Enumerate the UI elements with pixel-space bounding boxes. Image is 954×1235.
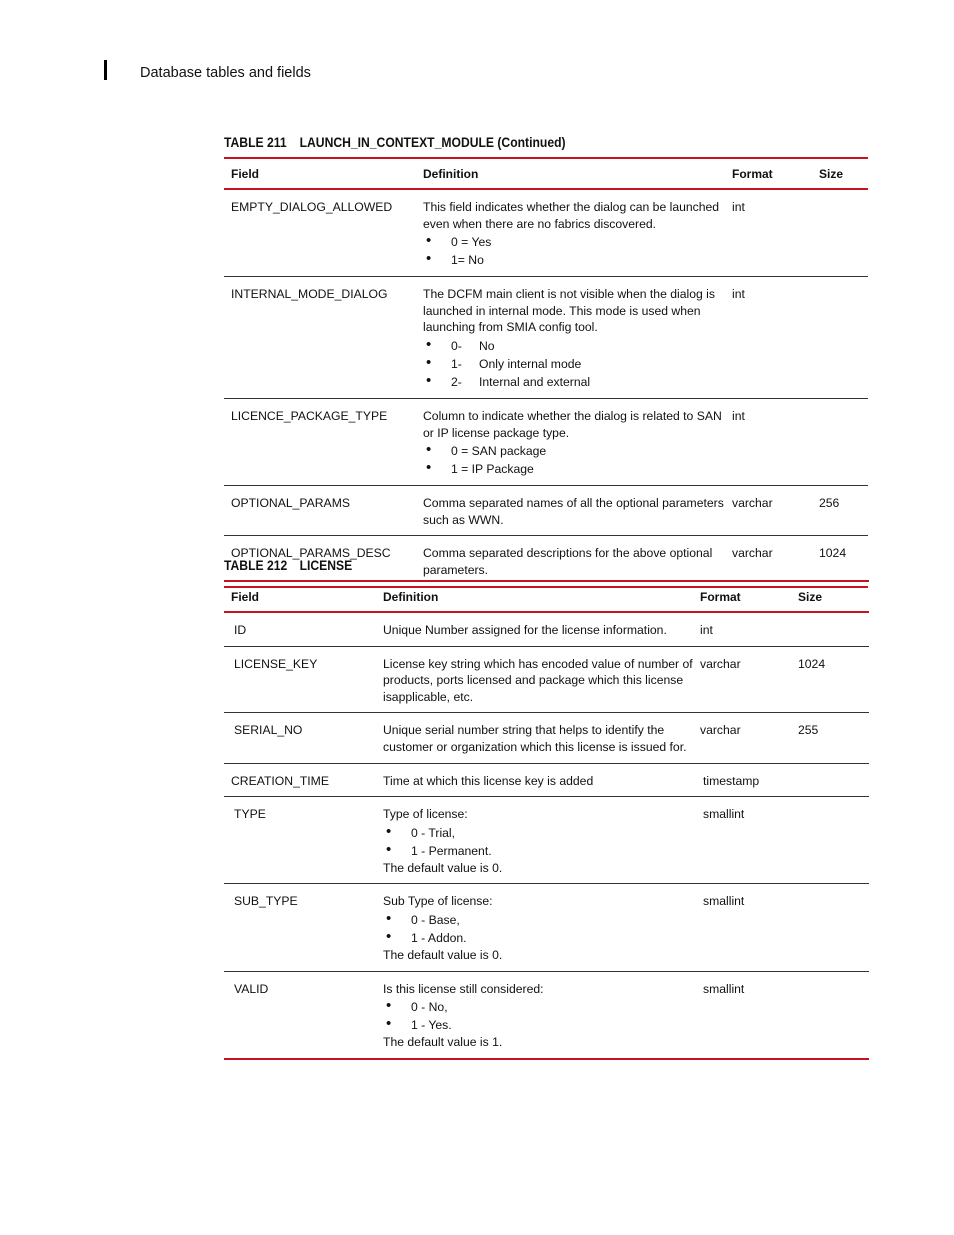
table-row (224, 612, 869, 646)
column-header-field: Field (231, 589, 260, 604)
bullet-key: 2- (451, 374, 462, 389)
size-cell: 1024 (819, 546, 847, 561)
field-cell: OPTIONAL_PARAMS_DESC (231, 546, 391, 561)
column-header-format: Format (732, 166, 773, 181)
size-cell (798, 971, 869, 1059)
table-row (224, 277, 868, 399)
format-cell: smallint (703, 894, 745, 909)
field-cell: LICENCE_PACKAGE_TYPE (231, 408, 388, 423)
table-row (224, 486, 868, 536)
table-row (224, 971, 869, 1059)
bullet-list (383, 824, 700, 860)
size-cell (819, 398, 868, 485)
definition-cell (423, 398, 732, 485)
bullet-text: 0 = Yes (451, 235, 492, 250)
field-cell: OPTIONAL_PARAMS (231, 496, 350, 511)
bullet-list (423, 233, 732, 269)
default-value-note: The default value is 0. (383, 860, 503, 875)
definition-cell (383, 713, 700, 763)
field-cell: INTERNAL_MODE_DIALOG (231, 287, 388, 302)
table-row (224, 398, 868, 485)
definition-text: Unique Number assigned for the license information. (383, 623, 667, 637)
format-cell: varchar (732, 546, 773, 561)
field-cell: TYPE (234, 807, 266, 822)
table-number: TABLE 212 (224, 558, 288, 573)
table-row (224, 797, 869, 884)
field-cell: ID (234, 623, 247, 637)
definition-cell (383, 971, 700, 1059)
definition-text: This field indicates whether the dialog can be launched even when there are no fabrics discovered. (423, 200, 720, 231)
format-cell: varchar (700, 656, 741, 671)
list-item: • 1 - Permanent. (383, 842, 700, 860)
table-row (224, 884, 869, 971)
definition-cell (383, 612, 700, 646)
definition-text: Is this license still considered: (383, 981, 544, 996)
table-211 (224, 157, 868, 588)
list-item (423, 373, 732, 391)
table-header-row (224, 158, 868, 189)
format-cell: varchar (700, 723, 741, 738)
bullet-list (423, 337, 732, 391)
format-cell: smallint (703, 981, 745, 996)
list-item (423, 233, 732, 251)
bullet-text: 1= No (451, 253, 484, 268)
column-header-definition: Definition (423, 166, 479, 181)
definition-cell (423, 486, 732, 536)
bullet-key: 1- (451, 356, 462, 371)
definition-cell (383, 646, 700, 713)
size-cell (819, 277, 868, 399)
list-item: • 1 - Yes. (383, 1016, 700, 1034)
bullet-text: No (479, 338, 495, 353)
definition-text: Column to indicate whether the dialog is related to SAN or IP license package type. (423, 408, 722, 440)
bullet-text: Internal and external (479, 374, 591, 389)
size-cell (819, 189, 868, 277)
field-cell: VALID (234, 981, 269, 996)
definition-text: Time at which this license key is added (383, 773, 594, 788)
format-cell: varchar (732, 496, 773, 511)
list-item (423, 337, 732, 355)
table-row (224, 189, 868, 277)
table-row (224, 713, 869, 763)
list-item: • 0 - No, (383, 998, 700, 1016)
format-cell: smallint (703, 807, 745, 822)
table-row (224, 646, 869, 713)
definition-text: Type of license: (383, 807, 468, 822)
size-cell (798, 763, 869, 797)
bullet-text: Only internal mode (479, 356, 582, 371)
table-212-caption (224, 558, 352, 573)
list-item (423, 460, 732, 478)
column-header-size: Size (798, 589, 823, 604)
bullet-list (383, 998, 700, 1034)
table-title: LAUNCH_IN_CONTEXT_MODULE (Continued) (299, 135, 566, 150)
format-cell: timestamp (703, 773, 760, 788)
format-cell: int (732, 408, 745, 423)
definition-text: License key string which has encoded value of number of products, ports licensed and package which this license isapplicable, etc. (383, 656, 693, 704)
bullet-list (383, 911, 700, 947)
definition-text: Sub Type of license: (383, 894, 493, 909)
list-item: • 0 - Trial, (383, 824, 700, 842)
field-cell: CREATION_TIME (231, 773, 329, 788)
size-cell (798, 612, 869, 646)
list-item: • 0 - Base, (383, 911, 700, 929)
column-header-definition: Definition (383, 589, 439, 604)
definition-text: Comma separated names of all the optional parameters such as WWN. (423, 496, 724, 527)
size-cell (798, 884, 869, 971)
list-item (423, 251, 732, 269)
definition-cell (423, 536, 732, 587)
format-cell: int (732, 200, 745, 214)
table-number: TABLE 211 (224, 135, 287, 150)
column-header-format: Format (700, 589, 741, 604)
field-cell: SERIAL_NO (234, 723, 303, 738)
bullet-list (423, 442, 732, 478)
definition-text: Comma separated descriptions for the above optional parameters. (423, 546, 713, 577)
table-row (224, 763, 869, 797)
table-title: LICENSE (299, 558, 353, 573)
field-cell: LICENSE_KEY (234, 656, 318, 671)
definition-text: The DCFM main client is not visible when the dialog is launched in internal mode. This mode is used when launching from SMIA config tool. (423, 287, 715, 335)
size-cell: 256 (819, 496, 840, 511)
list-item (423, 442, 732, 460)
size-cell (798, 797, 869, 884)
field-cell: EMPTY_DIALOG_ALLOWED (231, 200, 393, 214)
table-header-row (224, 581, 869, 612)
definition-cell (383, 797, 700, 884)
column-header-size: Size (819, 166, 844, 181)
size-cell: 255 (798, 723, 819, 738)
list-item (423, 355, 732, 373)
bullet-text: 0 = SAN package (451, 444, 547, 459)
default-value-note: The default value is 1. (383, 1035, 503, 1050)
definition-cell (423, 189, 732, 277)
column-header-field: Field (231, 166, 260, 181)
size-cell: 1024 (798, 656, 826, 671)
default-value-note: The default value is 0. (383, 947, 503, 962)
definition-cell (423, 277, 732, 399)
running-head: Database tables and fields (140, 65, 311, 81)
change-bar (104, 60, 107, 80)
table-211-caption (224, 135, 566, 150)
bullet-key: 0- (451, 338, 462, 353)
bullet-text: 1 = IP Package (451, 462, 534, 477)
definition-cell (383, 763, 700, 797)
table-212 (224, 580, 869, 1060)
definition-text: Unique serial number string that helps to identify the customer or organization which this license is issued for. (383, 723, 687, 754)
format-cell: int (732, 287, 745, 302)
field-cell: SUB_TYPE (234, 894, 298, 909)
list-item: • 1 - Addon. (383, 929, 700, 947)
format-cell: int (700, 623, 713, 637)
definition-cell (383, 884, 700, 971)
